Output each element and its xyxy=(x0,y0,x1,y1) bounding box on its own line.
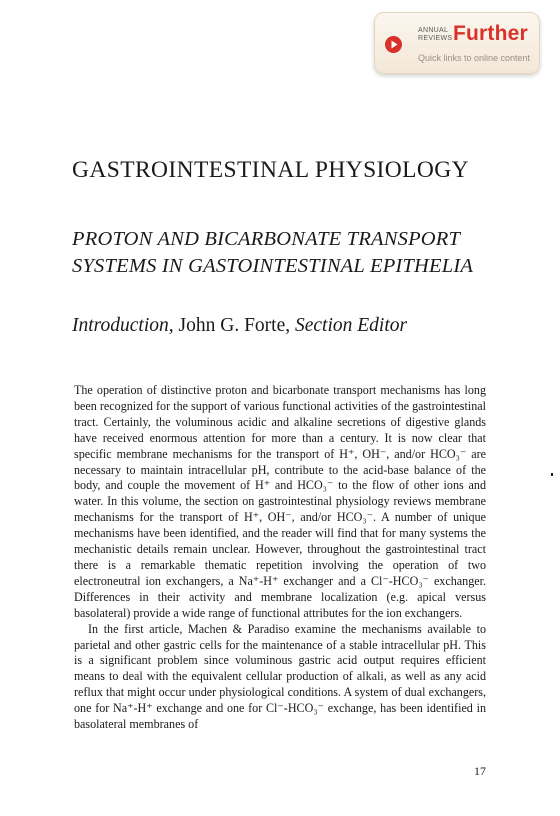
subtitle-line: SYSTEMS IN GASTOINTESTINAL EPITHELIA xyxy=(72,255,474,277)
annual-reviews-label: ANNUAL REVIEWS xyxy=(418,27,453,42)
byline-intro: Introduction, xyxy=(72,315,174,336)
section-title: GASTROINTESTINAL PHYSIOLOGY xyxy=(72,157,470,183)
body-text xyxy=(74,383,486,733)
byline-author: John G. Forte, xyxy=(178,315,291,336)
quick-links-label: Quick links to online content xyxy=(418,53,531,63)
article-subtitle xyxy=(72,226,512,280)
byline-role: Section Editor xyxy=(295,315,408,336)
margin-mark xyxy=(551,473,553,476)
further-label: Further xyxy=(453,22,528,45)
further-badge[interactable] xyxy=(374,12,540,74)
paragraph: The operation of distinctive proton and bicarbonate transport mechanisms has long been recognized for the support of various functional activities of the gastrointestinal tract. Certainly, the voluminous acidic and alkaline secretions of digestive glands have received enormous attention for more than a century. It is now clear that specific membrane mechanisms for the transport of H⁺, OH⁻, and/or HCO₃⁻ are necessary to maintain intracellular pH, contribute to the acid-base balance of the body, and couple the movement of H⁺ and HCO₃⁻ to the flow of other ions and water. In this volume, the section on gastrointestinal physiology reviews membrane mechanisms for the transport of H⁺, OH⁻, and/or HCO₃⁻. A number of unique mechanisms have been identified, and the reader will find that for many systems the mechanistic details remain unclear. However, throughout the gastrointestinal tract there is a remarkable thematic repetition involving the operation of two electroneutral ion exchangers, a Na⁺-H⁺ exchanger and a Cl⁻-HCO₃⁻ exchanger. Differences in their activity and membrane localization (e.g. apical versus basolateral) provide a wide range of functional attributes for the ion exchangers. xyxy=(74,383,486,620)
page-number: 17 xyxy=(474,764,486,778)
paragraph: In the first article, Machen & Paradiso examine the mechanisms available to parietal and other gastric cells for the maintenance of a stable intracellular pH. This is a significant problem since voluminous gastric acid output requires efficient means to deal with the equivalent cellular production of alkali, as well as any acid reflux that might occur under physiological conditions. A system of dual exchangers, one for Na⁺-H⁺ exchange and one for Cl⁻-HCO₃⁻ exchange, has been identified in basolateral membranes of xyxy=(74,621,486,732)
subtitle-line: PROTON AND BICARBONATE TRANSPORT xyxy=(72,228,461,250)
play-arrow-icon xyxy=(385,36,402,53)
byline xyxy=(72,315,512,337)
